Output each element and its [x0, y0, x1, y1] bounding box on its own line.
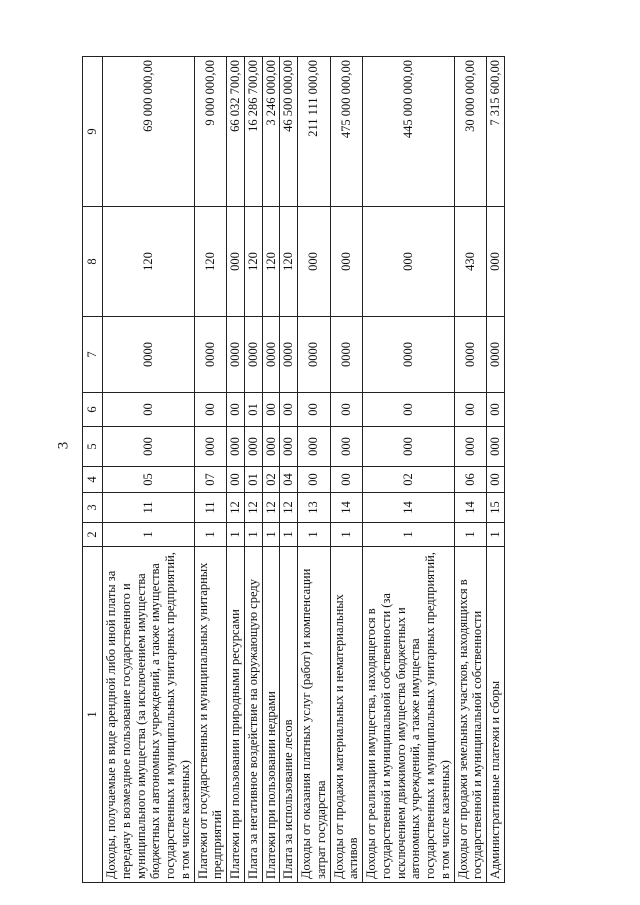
code-article-cell: 01	[244, 467, 262, 493]
row-name-cell: Административные платежи и сборы	[487, 547, 505, 883]
code-element-cell: 00	[262, 393, 280, 427]
code-element-cell: 00	[330, 393, 363, 427]
code-subarticle-cell: 000	[244, 427, 262, 467]
code-subarticle-cell: 000	[194, 427, 227, 467]
row-name-cell: Платежи при пользовании природными ресурсами	[227, 547, 245, 883]
code-element-cell: 00	[487, 393, 505, 427]
code-economic-cell: 000	[227, 207, 245, 317]
table-row	[280, 57, 298, 883]
code-economic-cell: 120	[244, 207, 262, 317]
row-name-cell: Плата за негативное воздействие на окружающую среду	[244, 547, 262, 883]
code-program-cell: 0000	[363, 317, 455, 393]
code-subgroup-cell: 14	[363, 493, 455, 523]
code-subgroup-cell: 12	[244, 493, 262, 523]
amount-cell: 445 000 000,00	[363, 57, 455, 207]
code-article-cell: 00	[298, 467, 331, 493]
code-subarticle-cell: 000	[487, 427, 505, 467]
table-row	[227, 57, 245, 883]
code-article-cell: 00	[330, 467, 363, 493]
row-name-cell: Доходы, получаемые в виде арендной либо иной платы за передачу в возмездное пользование государственного и муниципального имущества (за исключением имущества бюджетных и автономных учреждений, а также имущества государственных и муниципальных унитарных предприятий, в том числе казенных)	[103, 547, 195, 883]
code-article-cell: 07	[194, 467, 227, 493]
code-article-cell: 04	[280, 467, 298, 493]
code-subgroup-cell: 14	[454, 493, 487, 523]
row-name-cell: Доходы от оказания платных услуг (работ) и компенсации затрат государства	[298, 547, 331, 883]
code-subgroup-cell: 15	[487, 493, 505, 523]
amount-cell: 66 032 700,00	[227, 57, 245, 207]
code-economic-cell: 120	[262, 207, 280, 317]
code-group-cell: 1	[454, 523, 487, 547]
code-economic-cell: 000	[487, 207, 505, 317]
code-program-cell: 0000	[298, 317, 331, 393]
code-economic-cell: 000	[330, 207, 363, 317]
code-subarticle-cell: 000	[454, 427, 487, 467]
code-economic-cell: 120	[280, 207, 298, 317]
code-economic-cell: 430	[454, 207, 487, 317]
row-name-cell: Плата за использование лесов	[280, 547, 298, 883]
code-economic-cell: 000	[298, 207, 331, 317]
code-subarticle-cell: 000	[280, 427, 298, 467]
code-subarticle-cell: 000	[363, 427, 455, 467]
table-row	[103, 57, 195, 883]
code-subarticle-cell: 000	[262, 427, 280, 467]
table-row	[454, 57, 487, 883]
header-cell: 5	[83, 427, 103, 467]
code-article-cell: 05	[103, 467, 195, 493]
code-group-cell: 1	[330, 523, 363, 547]
code-subarticle-cell: 000	[330, 427, 363, 467]
code-group-cell: 1	[363, 523, 455, 547]
code-subarticle-cell: 000	[227, 427, 245, 467]
amount-cell: 16 286 700,00	[244, 57, 262, 207]
row-name-cell: Доходы от продажи земельных участков, находящихся в государственной и муниципальной собственности	[454, 547, 487, 883]
code-element-cell: 00	[103, 393, 195, 427]
amount-cell: 3 246 000,00	[262, 57, 280, 207]
code-article-cell: 06	[454, 467, 487, 493]
row-name-cell: Доходы от продажи материальных и нематериальных активов	[330, 547, 363, 883]
code-program-cell: 0000	[103, 317, 195, 393]
amount-cell: 30 000 000,00	[454, 57, 487, 207]
header-cell: 8	[83, 207, 103, 317]
code-element-cell: 00	[194, 393, 227, 427]
code-program-cell: 0000	[280, 317, 298, 393]
code-element-cell: 01	[244, 393, 262, 427]
code-group-cell: 1	[262, 523, 280, 547]
table-row	[298, 57, 331, 883]
code-group-cell: 1	[280, 523, 298, 547]
code-economic-cell: 120	[103, 207, 195, 317]
table-row	[487, 57, 505, 883]
code-economic-cell: 120	[194, 207, 227, 317]
table-row	[330, 57, 363, 883]
code-program-cell: 0000	[487, 317, 505, 393]
amount-cell: 475 000 000,00	[330, 57, 363, 207]
code-group-cell: 1	[298, 523, 331, 547]
code-program-cell: 0000	[262, 317, 280, 393]
table-row	[244, 57, 262, 883]
code-element-cell: 00	[227, 393, 245, 427]
header-cell: 6	[83, 393, 103, 427]
code-program-cell: 0000	[330, 317, 363, 393]
table-row	[262, 57, 280, 883]
code-article-cell: 00	[487, 467, 505, 493]
code-subgroup-cell: 14	[330, 493, 363, 523]
code-subgroup-cell: 12	[280, 493, 298, 523]
table-row	[194, 57, 227, 883]
amount-cell: 7 315 600,00	[487, 57, 505, 207]
header-cell: 7	[83, 317, 103, 393]
code-subarticle-cell: 000	[298, 427, 331, 467]
code-article-cell: 00	[227, 467, 245, 493]
row-name-cell: Платежи от государственных и муниципальных унитарных предприятий	[194, 547, 227, 883]
header-cell: 2	[83, 523, 103, 547]
code-subgroup-cell: 13	[298, 493, 331, 523]
code-subgroup-cell: 12	[262, 493, 280, 523]
code-group-cell: 1	[487, 523, 505, 547]
code-program-cell: 0000	[244, 317, 262, 393]
amount-cell: 9 000 000,00	[194, 57, 227, 207]
code-group-cell: 1	[103, 523, 195, 547]
code-group-cell: 1	[194, 523, 227, 547]
code-subgroup-cell: 11	[194, 493, 227, 523]
code-subarticle-cell: 000	[103, 427, 195, 467]
code-element-cell: 00	[454, 393, 487, 427]
code-element-cell: 00	[298, 393, 331, 427]
rotated-sheet	[82, 57, 572, 883]
amount-cell: 69 000 000,00	[103, 57, 195, 207]
amount-cell: 46 500 000,00	[280, 57, 298, 207]
header-cell: 4	[83, 467, 103, 493]
row-name-cell: Платежи при пользовании недрами	[262, 547, 280, 883]
code-article-cell: 02	[363, 467, 455, 493]
code-element-cell: 00	[363, 393, 455, 427]
code-group-cell: 1	[244, 523, 262, 547]
page-number: 3	[55, 441, 72, 450]
header-cell: 9	[83, 57, 103, 207]
code-subgroup-cell: 11	[103, 493, 195, 523]
code-economic-cell: 000	[363, 207, 455, 317]
row-name-cell: Доходы от реализации имущества, находящегося в государственной и муниципальной собственности (за исключением движимого имущества бюджетных и автономных учреждений, а также имущества государственных и муниципальных унитарных предприятий, в том числе казенных)	[363, 547, 455, 883]
code-article-cell: 02	[262, 467, 280, 493]
code-program-cell: 0000	[227, 317, 245, 393]
table-row	[363, 57, 455, 883]
header-cell: 3	[83, 493, 103, 523]
code-program-cell: 0000	[194, 317, 227, 393]
header-row	[83, 57, 103, 883]
amount-cell: 211 111 000,00	[298, 57, 331, 207]
code-element-cell: 00	[280, 393, 298, 427]
code-subgroup-cell: 12	[227, 493, 245, 523]
header-cell: 1	[83, 547, 103, 883]
revenue-table	[82, 56, 505, 883]
code-group-cell: 1	[227, 523, 245, 547]
code-program-cell: 0000	[454, 317, 487, 393]
